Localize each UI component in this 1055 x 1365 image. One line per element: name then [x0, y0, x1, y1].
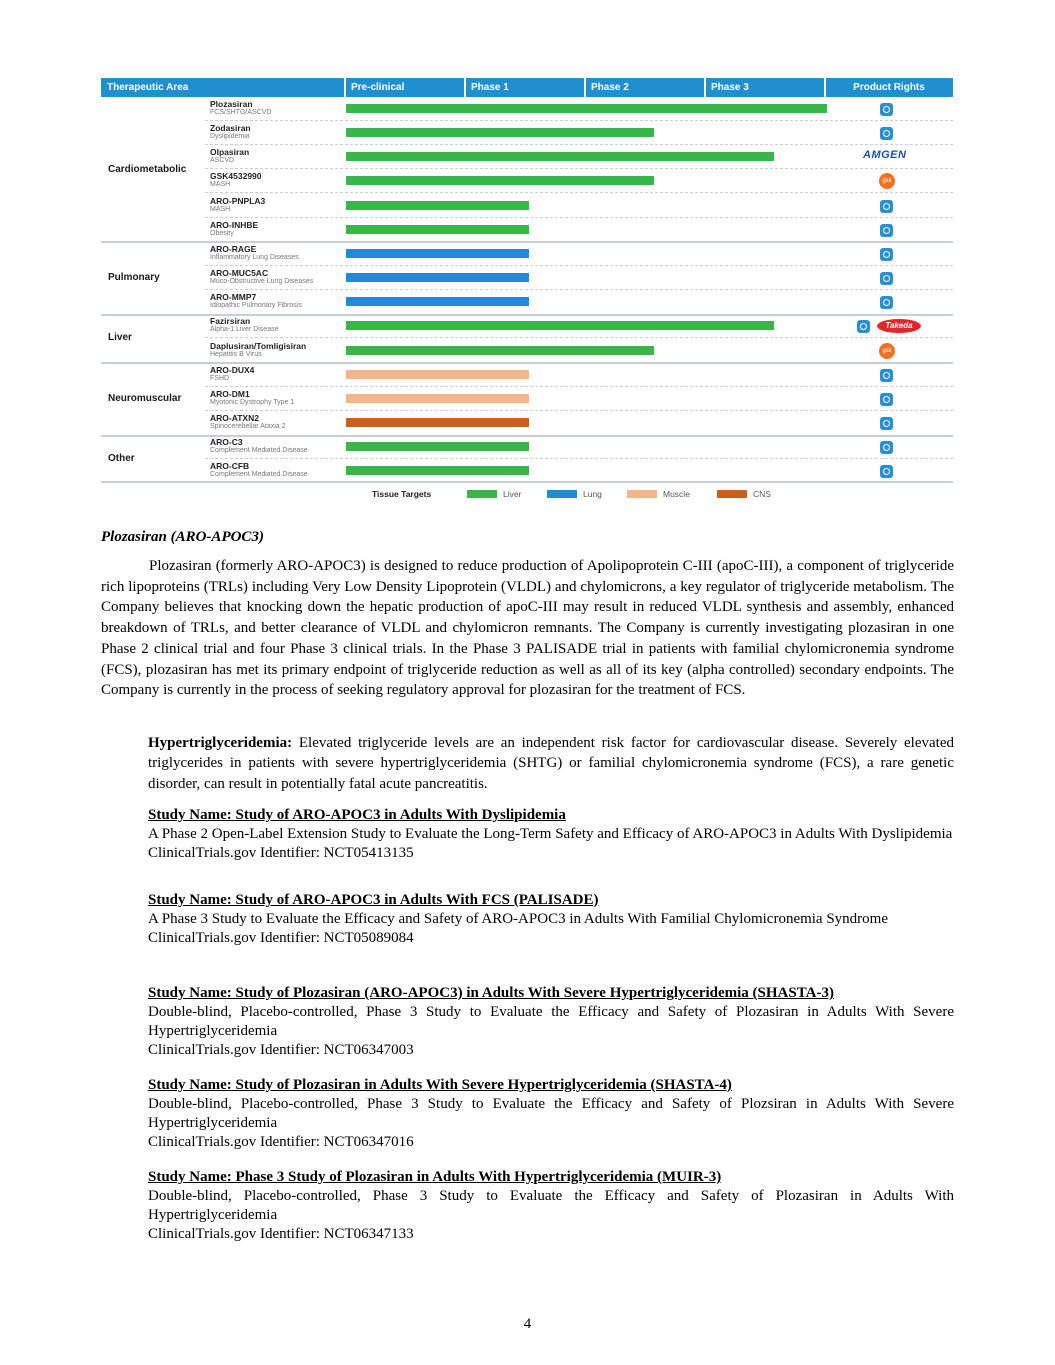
- area-divider: [101, 481, 953, 483]
- header-divider: [584, 78, 586, 97]
- arrowhead-logo-icon: [880, 393, 893, 406]
- pipeline-bar: [346, 418, 529, 427]
- arrowhead-logo-icon: [880, 369, 893, 382]
- drug-indication: MASH: [210, 181, 231, 189]
- study-description: A Phase 2 Open-Label Extension Study to Evaluate the Long-Term Safety and Efficacy of ARO-APOC3 in Adults With Dyslipidemia: [148, 826, 953, 842]
- header-preclinical: Pre-clinical: [345, 78, 465, 97]
- drug-name: ARO-MMP7: [210, 292, 257, 303]
- area-label-neuromuscular: Neuromuscular: [108, 393, 182, 404]
- header-divider: [704, 78, 706, 97]
- arrowhead-logo-icon: [880, 248, 893, 261]
- drug-name: ARO-INHBE: [210, 219, 259, 230]
- study-description: A Phase 3 Study to Evaluate the Efficacy and Safety of ARO-APOC3 in Adults With Familial Chylomicronemia Syndrome: [148, 911, 889, 927]
- pipeline-bar: [346, 176, 654, 185]
- arrowhead-logo-icon: [880, 127, 893, 140]
- row-divider: [205, 192, 953, 193]
- arrowhead-logo-icon: [880, 441, 893, 454]
- header-divider: [464, 78, 466, 97]
- gsk-logo: gsk: [879, 343, 895, 359]
- arrowhead-logo-icon: [880, 417, 893, 430]
- study-identifier: ClinicalTrials.gov Identifier: NCT05413135: [148, 845, 414, 861]
- study-identifier: ClinicalTrials.gov Identifier: NCT06347133: [148, 1226, 414, 1242]
- drug-indication: ASCVD: [210, 157, 235, 165]
- hypertriglyceridemia-paragraph: [148, 733, 954, 794]
- drug-indication: Inflammatory Lung Diseases: [210, 253, 299, 261]
- study-description: Double-blind, Placebo-controlled, Phase 3 Study to Evaluate the Efficacy and Safety of Plozsiran in Adults With Severe Hypertriglyceridemia: [148, 1096, 954, 1131]
- gsk-logo: gsk: [879, 173, 895, 189]
- pipeline-bar: [346, 104, 827, 113]
- row-divider: [205, 120, 953, 121]
- legend-swatch-muscle: [627, 490, 657, 498]
- pipeline-bar: [346, 128, 654, 137]
- drug-name: ARO-PNPLA3: [210, 195, 266, 206]
- drug-indication: Muco-Obstructive Lung Diseases: [210, 278, 314, 286]
- amgen-logo: AMGEN: [863, 149, 907, 162]
- drug-indication: Spinocerebellar Ataxia 2: [210, 422, 286, 430]
- legend-label-cns: CNS: [753, 489, 771, 499]
- header-divider: [824, 78, 826, 97]
- pipeline-bar: [346, 249, 529, 258]
- study-block: [148, 891, 954, 948]
- drug-indication: Obesity: [210, 229, 234, 237]
- legend-swatch-cns: [717, 490, 747, 498]
- arrowhead-logo-icon: [880, 103, 893, 116]
- row-divider: [205, 337, 953, 338]
- row-divider: [205, 144, 953, 145]
- arrowhead-logo-icon: [857, 320, 870, 333]
- pipeline-chart: [101, 78, 953, 506]
- pipeline-bar: [346, 370, 529, 379]
- drug-name: ARO-DUX4: [210, 364, 255, 375]
- row-divider: [205, 289, 953, 290]
- drug-name: Olpasiran: [210, 147, 250, 158]
- arrowhead-logo-icon: [880, 296, 893, 309]
- row-divider: [205, 410, 953, 411]
- pipeline-bar: [346, 346, 654, 355]
- drug-name: ARO-ATXN2: [210, 412, 259, 423]
- drug-name: ARO-CFB: [210, 461, 250, 472]
- drug-name: ARO-MUC5AC: [210, 268, 269, 279]
- drug-name: GSK4532990: [210, 171, 262, 182]
- area-label-pulmonary: Pulmonary: [108, 272, 160, 283]
- row-divider: [205, 168, 953, 169]
- legend-label-liver: Liver: [503, 489, 522, 499]
- study-block: [148, 1076, 954, 1152]
- drug-name: Zodasiran: [210, 123, 251, 134]
- pipeline-bar: [346, 466, 529, 475]
- row-divider: [205, 217, 953, 218]
- study-name: Study Name: Study of ARO-APOC3 in Adults With FCS (PALISADE): [148, 892, 599, 908]
- study-description: Double-blind, Placebo-controlled, Phase 3 Study to Evaluate the Efficacy and Safety of Plozasiran in Adults With Severe Hypertriglyceridemia: [148, 1004, 954, 1039]
- takeda-logo: Takeda: [877, 319, 921, 333]
- study-identifier: ClinicalTrials.gov Identifier: NCT05089084: [148, 930, 414, 946]
- drug-indication: FCS/SHTG/ASCVD: [210, 109, 272, 116]
- drug-name: Fazirsiran: [210, 316, 251, 327]
- drug-indication: MASH: [210, 205, 231, 213]
- pipeline-bar: [346, 321, 774, 330]
- pipeline-bar: [346, 297, 529, 306]
- header-product-rights: Product Rights: [825, 78, 953, 97]
- drug-indication: Complement Mediated Disease: [210, 447, 308, 455]
- hypertriglyceridemia-text: Elevated triglyceride levels are an independent risk factor for cardiovascular disease. Severely elevated triglycerides in patients with severe hypertriglyceridemia (SHTG) or familial chylomicronemia syndrome (FCS), a rare genetic disorder, can result in potentially fatal acute pancreatitis.: [148, 735, 954, 792]
- row-divider: [205, 386, 953, 387]
- study-block: [148, 1168, 954, 1244]
- area-label-liver: Liver: [108, 332, 132, 343]
- pipeline-bar: [346, 201, 529, 210]
- drug-indication: Hepatitis B Virus: [210, 350, 262, 358]
- study-block: [148, 806, 954, 863]
- pipeline-bar: [346, 394, 529, 403]
- header-therapeutic-area: Therapeutic Area: [101, 78, 345, 97]
- study-name: Study Name: Study of Plozasiran in Adults With Severe Hypertriglyceridemia (SHASTA-4): [148, 1077, 732, 1093]
- body-paragraph: Plozasiran (formerly ARO-APOC3) is designed to reduce production of Apolipoprotein C-III (apoC-III), a component of triglyceride rich lipoproteins (TRLs) including Very Low Density Lipoprotein (VLDL) and chylomicrons, a key regulator of triglyceride metabolism. The Company believes that knocking down the hepatic production of apoC-III may result in reduced VLDL synthesis and assembly, enhanced breakdown of TRLs, and better clearance of VLDL and chylomicron remnants. The Company is currently investigating plozasiran in one Phase 2 clinical trial and four Phase 3 clinical trials. In the Phase 3 PALISADE trial in patients with familial chylomicronemia syndrome (FCS), plozasiran has met its primary endpoint of triglyceride reduction as well as all of its key (alpha controlled) secondary endpoints. The Company is currently in the process of seeking regulatory approval for plozasiran for the treatment of FCS.: [101, 558, 954, 699]
- drug-indication: Idiopathic Pulmonary Fibrosis: [210, 302, 302, 310]
- drug-indication: Dyslipidemia: [210, 133, 250, 141]
- pipeline-bar: [346, 442, 529, 451]
- header-phase1: Phase 1: [465, 78, 585, 97]
- drug-name: ARO-RAGE: [210, 243, 257, 254]
- row-divider: [205, 265, 953, 266]
- study-block: [148, 984, 954, 1060]
- legend-title: Tissue Targets: [372, 489, 432, 499]
- header-divider: [344, 78, 346, 97]
- legend-label-lung: Lung: [583, 489, 602, 499]
- study-identifier: ClinicalTrials.gov Identifier: NCT06347003: [148, 1042, 414, 1058]
- study-name: Study Name: Study of Plozasiran (ARO-APOC3) in Adults With Severe Hypertriglyceridemia (SHASTA-3): [148, 985, 834, 1001]
- area-divider: [101, 241, 953, 243]
- page-number: 4: [523, 1316, 532, 1332]
- arrowhead-logo-icon: [880, 200, 893, 213]
- drug-indication: Myotonic Dystrophy Type 1: [210, 398, 295, 406]
- legend-swatch-lung: [547, 490, 577, 498]
- legend-swatch-liver: [467, 490, 497, 498]
- area-label-other: Other: [108, 453, 135, 464]
- study-name: Study Name: Phase 3 Study of Plozasiran in Adults With Hypertriglyceridemia (MUIR-3): [148, 1169, 722, 1185]
- drug-indication: Complement Mediated Disease: [210, 471, 308, 479]
- study-name: Study Name: Study of ARO-APOC3 in Adults With Dyslipidemia: [148, 807, 566, 823]
- drug-indication: FSHD: [210, 374, 230, 382]
- row-divider: [205, 458, 953, 459]
- drug-name: ARO-DM1: [210, 388, 250, 399]
- drug-indication: Alpha-1 Liver Disease: [210, 326, 279, 334]
- pipeline-bar: [346, 152, 774, 161]
- hypertriglyceridemia-label: Hypertriglyceridemia:: [148, 735, 293, 751]
- arrowhead-logo-icon: [880, 224, 893, 237]
- pipeline-bar: [346, 225, 529, 234]
- pipeline-bar: [346, 273, 529, 282]
- drug-name: ARO-C3: [210, 437, 243, 448]
- drug-name: Plozasiran: [210, 99, 253, 109]
- study-identifier: ClinicalTrials.gov Identifier: NCT06347016: [148, 1134, 414, 1150]
- area-label-cardiometabolic: Cardiometabolic: [108, 164, 187, 175]
- legend-label-muscle: Muscle: [663, 489, 690, 499]
- arrowhead-logo-icon: [880, 272, 893, 285]
- header-phase2: Phase 2: [585, 78, 705, 97]
- study-description: Double-blind, Placebo-controlled, Phase 3 Study to Evaluate the Efficacy and Safety of Plozasiran in Adults With Hypertriglyceridemia: [148, 1188, 954, 1223]
- header-phase3: Phase 3: [705, 78, 825, 97]
- arrowhead-logo-icon: [880, 465, 893, 478]
- section-heading: Plozasiran (ARO-APOC3): [101, 529, 264, 545]
- drug-name: Daplusiran/Tomligisiran: [210, 340, 307, 351]
